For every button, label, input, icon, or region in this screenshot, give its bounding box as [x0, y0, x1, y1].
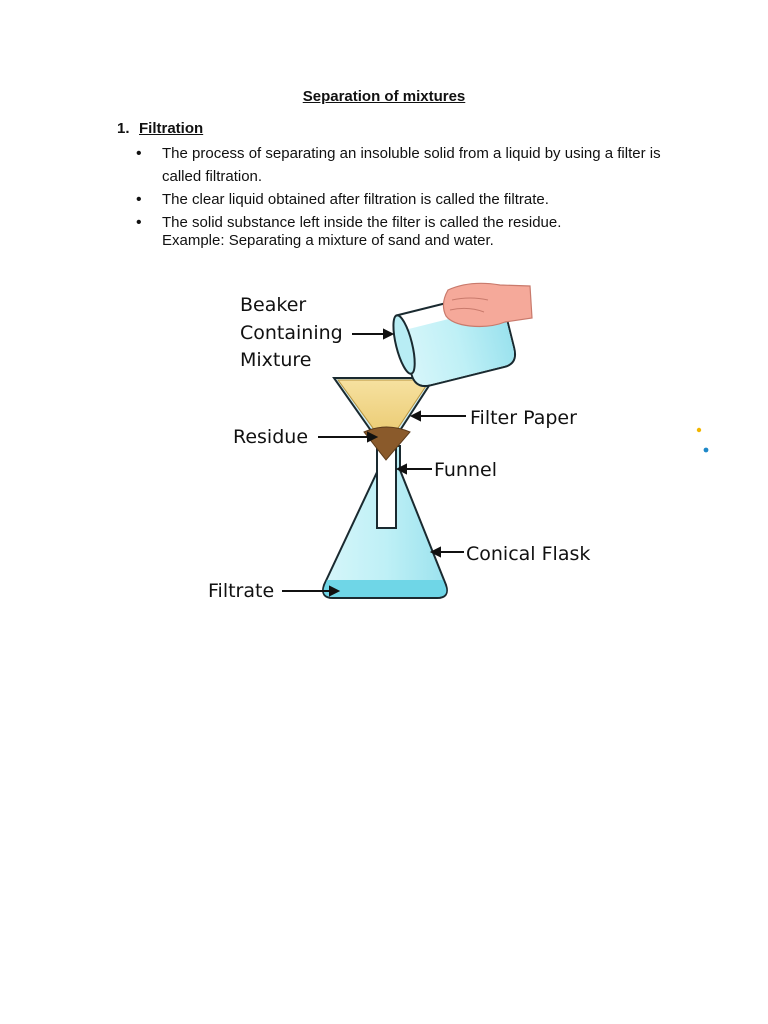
label-funnel: Funnel: [434, 459, 497, 481]
example-text: Example: Separating a mixture of sand and water.: [162, 232, 494, 249]
decor-dot-blue: [704, 448, 709, 453]
section-number: 1.: [117, 120, 130, 137]
label-beaker-line1: Beaker: [240, 294, 307, 316]
label-beaker-line3: Mixture: [240, 349, 312, 371]
label-residue: Residue: [233, 426, 309, 448]
filtrate-liquid: [324, 580, 447, 597]
section-title: Filtration: [139, 120, 204, 137]
bullet-item: • The solid substance left inside the filter is called the residue.: [136, 211, 696, 234]
decor-dot-yellow: [697, 428, 701, 432]
label-filter-paper: Filter Paper: [470, 407, 577, 429]
label-filtrate: Filtrate: [208, 580, 275, 602]
hand-illustration: [443, 283, 532, 326]
bullet-item: • The clear liquid obtained after filtration is called the filtrate.: [136, 188, 696, 211]
page-title: Separation of mixtures: [302, 88, 466, 105]
bullet-item: • The process of separating an insoluble solid from a liquid by using a filter is called filtration.: [136, 142, 696, 188]
label-beaker-line2: Containing: [240, 322, 343, 344]
label-conical-flask: Conical Flask: [466, 543, 591, 565]
residue: [364, 427, 410, 460]
